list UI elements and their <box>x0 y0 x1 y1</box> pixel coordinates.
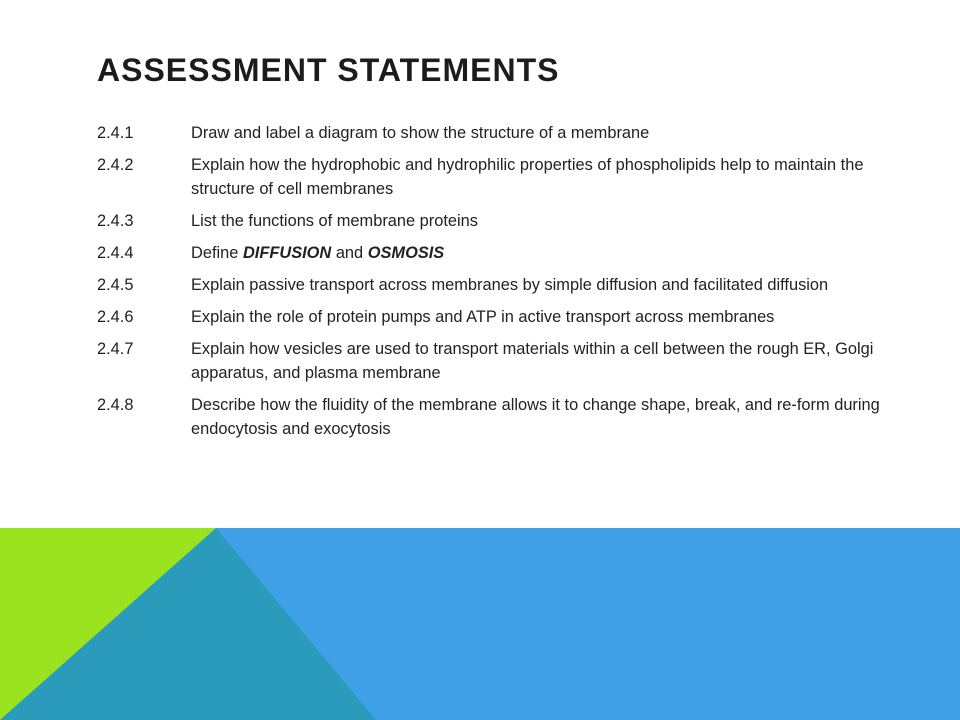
statement-text: Explain passive transport across membranes by simple diffusion and facilitated diffusion <box>191 276 829 294</box>
statement-number: 2.4.6 <box>97 308 134 326</box>
statement-text: Explain how the hydrophobic and hydrophilic properties of phospholipids help to maintain the structure of cell membranes <box>191 156 864 198</box>
assessment-statements-list <box>97 121 887 449</box>
statement-text: List the functions of membrane proteins <box>191 212 478 230</box>
statement-text <box>191 241 887 265</box>
slide-title: ASSESSMENT STATEMENTS <box>97 52 560 88</box>
statement-number: 2.4.5 <box>97 276 134 294</box>
statement-text: Explain how vesicles are used to transport materials within a cell between the rough ER, Golgi apparatus, and plasma membrane <box>191 340 874 382</box>
statement-number: 2.4.3 <box>97 212 134 230</box>
statement-item <box>97 241 887 265</box>
statement-item <box>97 273 887 297</box>
statement-item <box>97 393 887 441</box>
statement-item <box>97 153 887 201</box>
statement-item <box>97 209 887 233</box>
statement-text: Describe how the fluidity of the membrane allows it to change shape, break, and re-form during endocytosis and exocytosis <box>191 396 880 438</box>
statement-number: 2.4.8 <box>97 396 134 414</box>
statement-item <box>97 305 887 329</box>
statement-number: 2.4.1 <box>97 124 134 142</box>
term-diffusion: DIFFUSION <box>242 244 332 262</box>
statement-text-prefix: Define <box>191 244 243 262</box>
statement-number: 2.4.7 <box>97 340 134 358</box>
statement-item <box>97 337 887 385</box>
statement-text: Explain the role of protein pumps and ATP in active transport across membranes <box>191 308 775 326</box>
statement-item <box>97 121 887 145</box>
statement-number: 2.4.4 <box>97 244 134 262</box>
statement-number: 2.4.2 <box>97 156 134 174</box>
statement-text-joiner: and <box>331 244 368 262</box>
statement-text: Draw and label a diagram to show the structure of a membrane <box>191 124 650 142</box>
term-osmosis: OSMOSIS <box>367 244 445 262</box>
decorative-footer <box>0 528 960 720</box>
